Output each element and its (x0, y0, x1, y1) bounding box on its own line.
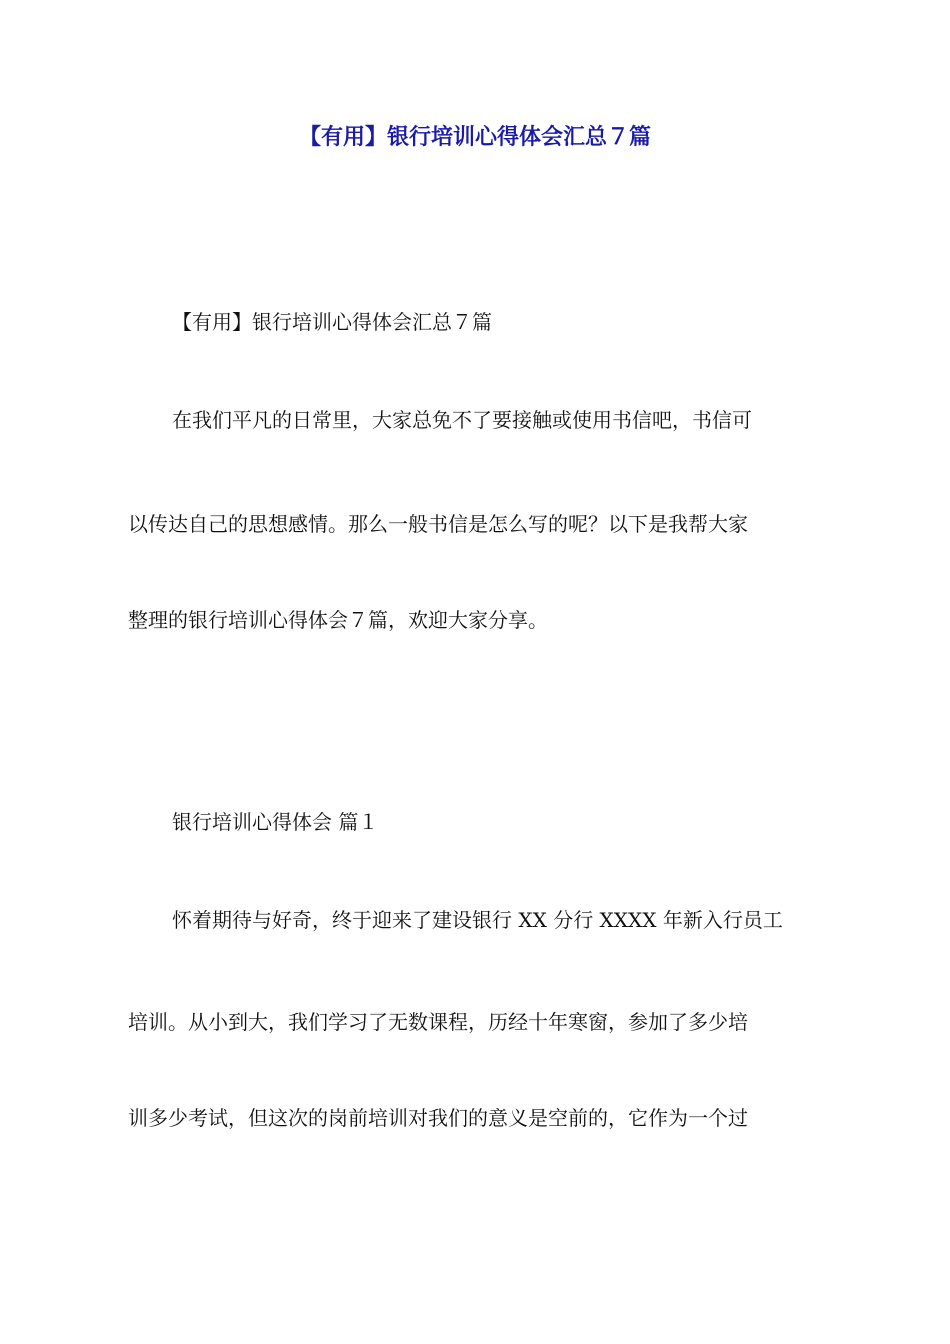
document-subtitle: 【有用】银行培训心得体会汇总７篇 (172, 310, 492, 334)
section-line-2: 培训。从小到大，我们学习了无数课程，历经十年寒窗，参加了多少培 (128, 1010, 748, 1034)
section-heading: 银行培训心得体会 篇１ (172, 810, 379, 834)
document-title: 【有用】银行培训心得体会汇总７篇 (298, 125, 651, 150)
section-line-3: 训多少考试，但这次的岗前培训对我们的意义是空前的，它作为一个过 (128, 1106, 748, 1130)
intro-line-1: 在我们平凡的日常里，大家总免不了要接触或使用书信吧，书信可 (172, 408, 752, 432)
intro-line-2: 以传达自己的思想感情。那么一般书信是怎么写的呢？以下是我帮大家 (128, 512, 748, 536)
section-line-1: 怀着期待与好奇，终于迎来了建设银行 XX 分行 XXXX 年新入行员工 (172, 908, 783, 932)
intro-line-3: 整理的银行培训心得体会７篇，欢迎大家分享。 (128, 608, 548, 632)
